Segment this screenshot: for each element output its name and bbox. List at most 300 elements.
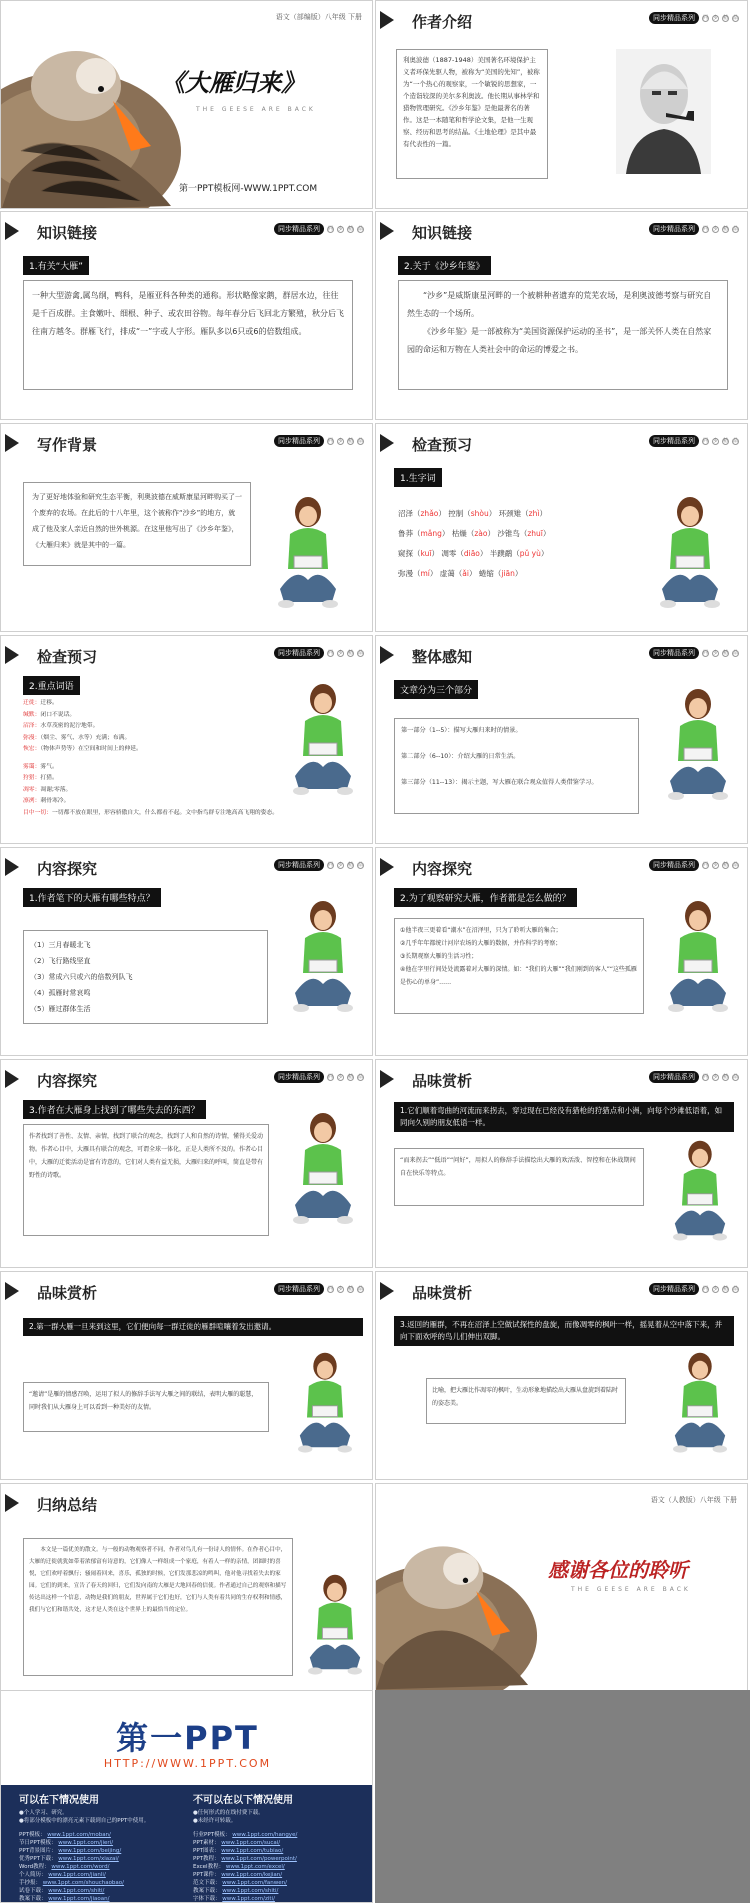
definition: 刺骨寒冷。 [40,798,70,804]
feature-item: （2）飞行路线坚直 [30,957,91,965]
link-label: PPT模板： [19,1832,46,1838]
badge-dot: 步 [338,1285,344,1292]
slide-title: 内容探究 [37,860,98,878]
section-label: 文章分为三个部分 [394,680,478,699]
badge-dot: 品 [733,1285,739,1292]
term: 恢宏： [23,746,41,752]
slide-thanks[interactable] [375,1483,748,1692]
badge-dot: 精 [723,861,729,868]
badge-dot: 同 [328,1073,334,1080]
link-row[interactable] [193,1895,363,1903]
badge-dot: 精 [348,437,354,444]
content-box: “而来拐去”“低语”“问好”，用拟人的修辞手法描绘出大雁的欢活泼、智控和在休战期间自在快乐等特点。 [394,1148,644,1206]
link-row[interactable] [19,1831,189,1839]
definition: 凋谢;零落。 [40,786,72,793]
link[interactable]: www.1ppt.com/hangye/ [232,1832,298,1838]
definition: 水草茂密的泥泞地带。 [40,723,99,729]
definition: 打猎。 [40,775,58,781]
cover-subtitle: THE GEESE ARE BACK [196,106,316,113]
arrow-icon [5,858,19,876]
link-row[interactable] [19,1855,189,1863]
badge-dot: 步 [713,225,719,232]
badge-text: 同步精品系列 [274,859,324,871]
slide-title: 内容探究 [37,1072,98,1090]
term: 雾霭： [23,763,41,770]
series-badge [649,223,739,235]
badge-text: 同步精品系列 [649,1283,699,1295]
link-label: PPT课件： [193,1872,220,1878]
content-box: “邀请”是雁的情感召唤，运用了拟人的修辞手法写大雁之间的联结，表明大雁的聪慧，同时我们从大雁身上可以看到一种美好的友情。 [23,1382,269,1432]
slide-header [1,848,372,888]
thanks-title: 感谢各位的聆听 [548,1558,688,1582]
empty-grid-cell [375,1690,750,1903]
series-badge [274,223,364,235]
badge-dot: 品 [733,14,739,21]
slide-title: 知识链接 [37,224,98,242]
link[interactable]: www.1ppt.com/sucai/ [221,1840,281,1846]
badge-dot: 品 [358,225,364,232]
link-label: 手抄报： [19,1880,42,1886]
badge-dot: 步 [713,1285,719,1292]
badge-dot: 精 [723,225,729,232]
girl-reading-image [668,1350,732,1458]
badge-dot: 精 [723,1285,729,1292]
series-badge [649,647,739,659]
section-label: 1.作者笔下的大雁有哪些特点？ [23,888,161,907]
badge-dot: 品 [358,1285,364,1292]
vocab-pinyin: diāo [463,549,480,558]
link-label: Excel教程： [193,1864,225,1870]
badge-dot: 同 [703,1285,709,1292]
badge-dot: 同 [328,225,334,232]
arrow-icon [380,1282,394,1300]
vocab-pinyin: shòu [470,509,489,518]
term: 凋零： [23,786,41,793]
badge-dot: 步 [338,1073,344,1080]
key-words-list [23,698,323,819]
badge-dot: 同 [703,861,709,868]
arrow-icon [5,222,19,240]
vocab-word: 凋零 [441,549,457,558]
slide-header [1,1060,372,1100]
badge-text: 同步精品系列 [274,435,324,447]
link-label: 个人简历： [19,1872,47,1878]
slide-title: 归纳总结 [37,1496,98,1514]
slide-preview-1[interactable] [375,423,748,632]
link[interactable]: www.1ppt.com/xiazai/ [58,1856,119,1862]
badge-text: 同步精品系列 [274,1283,324,1295]
link[interactable]: www.1ppt.com/moban/ [47,1832,111,1838]
term: 弥漫： [23,734,41,741]
method-item: ④他在字里行间处处流露着对大雁的深情。如：“我们的大雁”“我们刚到的客人”“这些孤雁是伤心的单身”…… [400,966,637,986]
link-row[interactable] [193,1847,363,1855]
series-badge [649,1071,739,1083]
badge-dot: 同 [328,649,334,656]
link[interactable]: www.1ppt.com/fanwen/ [222,1880,288,1886]
link-row[interactable] [193,1855,363,1863]
slide-title: 检查预习 [37,648,98,666]
girl-reading-image [303,1572,367,1680]
slide-title: 检查预习 [412,436,473,454]
badge-dot: 同 [703,225,709,232]
slide-header [376,424,747,464]
slide-header [1,424,372,464]
goose-image [1,31,191,209]
badge-text: 同步精品系列 [649,1071,699,1083]
arrow-icon [380,858,394,876]
badge-dot: 步 [338,649,344,656]
link-row[interactable] [19,1887,189,1895]
badge-dot: 品 [733,225,739,232]
link-row[interactable] [193,1831,363,1839]
badge-dot: 同 [703,1073,709,1080]
content-box: 比喻，把大雁比作凋零的枫叶，生动形象地描绘出大雁从盘旋到着陆时的姿态美。 [426,1378,626,1424]
vocab-word: 枯燥 [451,529,467,538]
badge-dot: 步 [713,437,719,444]
section-label: 1.生字词 [394,468,442,487]
part-item: 第二部分（6--10）：介绍大雁的日常生活。 [401,753,520,760]
badge-dot: 精 [723,14,729,21]
link-label: 优秀PPT下载： [19,1856,57,1862]
forbidden-title: 不可以在以下情况使用 [193,1795,293,1806]
slide-explore-1[interactable] [0,847,373,1056]
feature-item: （5）雁过群体生活 [30,1005,91,1013]
paragraph: “沙乡”是威斯康星河畔的一个被耕种者遗弃的荒芜农场，是利奥波德考察与研究自然生态的一个场所。 [407,291,712,318]
brand-url: HTTP://WWW.1PPT.COM [103,1757,272,1770]
definition: 一切都不放在眼里，形容骄傲自大，什么都看不起。文中指鸟群专注地高高飞翔的姿态。 [52,809,279,816]
forbidden-column [193,1791,363,1903]
link[interactable]: www.1ppt.com/ziti/ [222,1896,275,1902]
badge-text: 同步精品系列 [649,859,699,871]
vocab-pinyin: zhì [528,509,540,518]
slide-header [376,1,747,41]
link-row[interactable] [19,1863,189,1871]
edition-label: 语文（部编版）八年级 下册 [275,13,362,21]
girl-reading-image [291,898,355,1018]
link-label: 字体下载： [193,1896,221,1902]
badge-dot: 同 [328,437,334,444]
girl-reading-image [658,494,722,614]
section-label: 2.第一群大雁一旦来到这里，它们便向每一群迁徙的雁群喧嚷着发出邀请。 [23,1318,363,1336]
arrow-icon [380,434,394,452]
girl-reading-image [291,1110,355,1230]
slide-explore-2[interactable] [375,847,748,1056]
badge-text: 同步精品系列 [274,1071,324,1083]
vocab-word: 控制 [448,509,464,518]
slide-title: 品味赏析 [412,1284,473,1302]
brand-logo: 第一PPT [116,1719,259,1757]
term: 缄默： [23,711,41,718]
link-label: 行业PPT模板： [193,1832,231,1838]
slide-title: 作者介绍 [412,13,473,31]
girl-reading-image [276,494,340,614]
slide-preview-2[interactable] [0,635,373,844]
slide-header [1,1272,372,1312]
term: 狩猎： [23,775,41,781]
method-item: ①他半夜三更着看“潮水”在沼泽里，只为了聆听大雁的集合； [400,927,562,934]
vocab-row: 弥漫（mí） 虚蔼（ǎi） 蜷缩（jiān） [398,569,523,578]
link-label: PPT图表： [193,1848,220,1854]
link-label: PPT背景图片： [19,1848,57,1854]
link-label: 试卷下载： [19,1888,47,1894]
definition: 雾气。 [40,763,58,770]
vocab-table [398,504,550,584]
vocab-pinyin: pǔ yù [519,549,541,558]
arrow-icon [5,1282,19,1300]
vocab-pinyin: mǎng [420,529,442,538]
vocab-word: 虚蔼 [439,569,455,578]
term: 目中一切： [23,809,52,816]
slide-header [1,212,372,252]
slide-cover[interactable] [0,0,373,209]
slide-title: 品味赏析 [37,1284,98,1302]
slide-header [376,848,747,888]
arrow-icon [5,646,19,664]
arrow-icon [5,1070,19,1088]
link-label: Word教程： [19,1864,50,1870]
author-portrait [616,49,711,174]
slide-header [376,1060,747,1100]
key-word-item [23,808,323,820]
series-badge [649,12,739,24]
vocab-word: 环颈雉 [498,509,522,518]
link[interactable]: www.1ppt.com/jiaoan/ [48,1896,110,1902]
slide-title: 品味赏析 [412,1072,473,1090]
series-badge [649,1283,739,1295]
section-label: 2.为了观察研究大雁，作者都是怎么做的？ [394,888,577,907]
badge-dot: 步 [713,14,719,21]
slide-title: 写作背景 [37,436,98,454]
term: 沼泽： [23,723,41,729]
key-word-item [23,721,323,733]
thanks-subtitle: THE GEESE ARE BACK [571,1586,691,1593]
slide-appreciation-3[interactable] [375,1271,748,1480]
cover-title: 《大雁归来》 [161,69,305,97]
section-label: 1.有关“大雁” [23,256,89,275]
badge-dot: 品 [733,861,739,868]
link-label: PPT素材： [193,1840,220,1846]
series-badge [274,435,364,447]
link-row[interactable] [193,1839,363,1847]
slide-summary[interactable] [0,1483,373,1692]
badge-dot: 精 [348,649,354,656]
badge-dot: 精 [348,1073,354,1080]
vocab-pinyin: zhuī [527,529,543,538]
badge-dot: 步 [713,649,719,656]
vocab-word: 鲁莽 [398,529,413,538]
badge-dot: 精 [723,1073,729,1080]
forbidden-links [193,1831,363,1903]
paragraph: 《沙乡年鉴》是一部被称为“美国资源保护运动的圣书”，是一部关怀人类在自然家园的命运和万物在人类社会中的命运的博爱之书。 [407,327,712,354]
girl-reading-image [291,681,355,801]
badge-text: 同步精品系列 [649,12,699,24]
link[interactable]: www.1ppt.com/excel/ [225,1864,285,1870]
link[interactable]: www.1ppt.com/tubiao/ [221,1848,284,1854]
link[interactable]: www.1ppt.com/powerpoint/ [221,1856,297,1862]
vocab-row: 鲁莽（mǎng） 枯燥（zào） 沙锥鸟（zhuī） [398,529,551,538]
allowed-note: ●个人学习、研究。 [19,1810,68,1816]
slide-header [376,212,747,252]
badge-dot: 精 [723,649,729,656]
slide-usage-info[interactable] [0,1690,373,1903]
term: 迁徙： [23,700,41,706]
slide-explore-3[interactable] [0,1059,373,1268]
girl-reading-image [666,686,730,806]
badge-dot: 精 [348,225,354,232]
content-box: 本文是一篇优美的散文。与一般的动物观察者不同，作者对鸟儿有一份诗人的情怀。在作者心目中，大雁的迁徙就犹如带着浓郁富有诗意的，它们像人一样组成一个家庭，有着人一样的亲情，团圆时的喜悦，它们欢呼着飘行；骚闹着回来，喜乐，孤独的时候，它们发那悲凉的鸣叫，他对他寻找着失去的家园。它们的到来，宣告了春天的回归，它们发向南的大雁是大地回春的信使。作者通过自己的观察和描写传达出这样一个信息，动物是我们的朋友，世界属于它们也好，它们与人类有着共同的生存权利和情感，我们与它们和谐共处，这才是人类在这个世界上的最恰当的定位。 [23,1538,293,1676]
vocab-word: 沙锥鸟 [497,529,520,538]
badge-dot: 步 [338,437,344,444]
link[interactable]: www.1ppt.com/jieri/ [58,1840,114,1846]
section-label: 3.作者在大雁身上找到了哪些失去的东西？ [23,1100,206,1119]
vocab-pinyin: ǎi [462,569,469,578]
link-row[interactable] [19,1847,189,1855]
link[interactable]: www.1ppt.com/shiti/ [48,1888,105,1894]
series-badge [274,647,364,659]
vocab-word: 半蹼鹬 [489,549,513,558]
allowed-links [19,1831,189,1903]
link-row[interactable] [193,1879,363,1887]
slide-header [376,636,747,676]
key-word-item [23,744,323,756]
edition-label: 语文（人教版）八年级 下册 [650,1496,737,1504]
slide-author[interactable] [375,0,748,209]
link[interactable]: www.1ppt.com/word/ [51,1864,110,1870]
allowed-column [19,1791,189,1903]
arrow-icon [5,1494,19,1512]
vocab-row: 窥探（kuī） 凋零（diāo） 半蹼鹬（pǔ yù） [398,549,549,558]
key-word-item [23,796,323,808]
badge-dot: 同 [703,14,709,21]
section-label: 3.返回的雁群，不再在沼泽上空做试探性的盘旋，而像凋零的枫叶一样，摇晃着从空中落下来，并向下面欢呼的鸟儿们伸出双脚。 [394,1316,734,1346]
allowed-note: ●将部分模板中的漂亮元素下载到自己的PPT中使用。 [19,1818,150,1824]
link[interactable]: www.1ppt.com/shouchaobao/ [42,1880,125,1886]
key-word-item [23,773,323,785]
badge-dot: 精 [348,861,354,868]
link-row[interactable] [193,1871,363,1879]
part-item: 第三部分（11--13）：揭示主题，写大雁在联合观众值得人类借鉴学习。 [401,779,598,786]
vocab-word: 沼泽 [398,509,413,518]
feature-item: （3）常成六只或六的倍数列队飞 [30,973,133,981]
link[interactable]: www.1ppt.com/kejian/ [221,1872,283,1878]
allowed-title: 可以在下情况使用 [19,1795,99,1806]
series-badge [274,859,364,871]
badge-text: 同步精品系列 [274,223,324,235]
badge-text: 同步精品系列 [274,647,324,659]
link[interactable]: www.1ppt.com/shiti/ [222,1888,279,1894]
arrow-icon [5,434,19,452]
slide-header [376,1272,747,1312]
content-box: 作者找到了善性、友情、亲情，找到了联合的观念，找到了人和自然的诗情，懂得关爱动物。作者心目中，大雁具有联合的观念，可谓全球一体化，正是人类所不及的。作者心目中，大雁的迁徙活动是富有诗意的，它们对人类有益无损，大雁归来的呼叫，简直是带有野性的诗歌。 [23,1124,269,1236]
badge-dot: 品 [358,861,364,868]
slide-background[interactable] [0,423,373,632]
feature-item: （1）三月春暖北飞 [30,941,91,949]
vocab-word: 蜷缩 [478,569,494,578]
badge-dot: 同 [703,437,709,444]
key-word-item [23,698,323,710]
link[interactable]: www.1ppt.com/jianli/ [48,1872,106,1878]
series-badge [274,1071,364,1083]
parts-box [394,718,639,814]
arrow-icon [380,1070,394,1088]
vocab-pinyin: mí [420,569,430,578]
badge-dot: 步 [713,861,719,868]
section-label: 1.它们顺着弯曲的河流而来拐去，穿过现在已经没有猎枪的狩猎点和小洲，向每个沙滩低语着，如同向久别的朋友低语一样。 [394,1102,734,1132]
definition: （物体声势等）在空间和时间上的伸延。 [40,746,142,752]
forbidden-note: ●未经许可转载。 [193,1818,237,1824]
link-label: 节日PPT模板： [19,1840,57,1846]
slide-title: 整体感知 [412,648,473,666]
badge-dot: 同 [328,861,334,868]
content-box [398,280,728,390]
vocab-pinyin: jiān [501,569,515,578]
usage-panel [1,1785,373,1903]
slide-appreciation-1[interactable] [375,1059,748,1268]
link-row[interactable] [19,1895,189,1903]
girl-reading-image [668,1138,732,1246]
slide-knowledge-2[interactable] [375,211,748,420]
link[interactable]: www.1ppt.com/beijing/ [58,1848,122,1854]
badge-dot: 步 [713,1073,719,1080]
section-label: 2.重点词语 [23,676,80,695]
badge-dot: 精 [723,437,729,444]
link-row[interactable] [19,1839,189,1847]
badge-dot: 精 [348,1285,354,1292]
features-box [23,930,268,1024]
forbidden-note: ●任何形式的在线付费下载。 [193,1810,264,1816]
badge-dot: 品 [733,437,739,444]
vocab-word: 窥探 [398,549,413,558]
term: 凛冽： [23,798,41,804]
badge-dot: 同 [328,1285,334,1292]
link-row[interactable] [193,1887,363,1895]
author-text: 利奥波德（1887-1948）美国著名环境保护主义者环保先驱人物，被称为“美国的先知”，被称为“一个热心的观察家，一个敏锐的思想家，一个造诣较深的美尔多利奥波。他长期从事林学和猎物管理研究。《沙乡年鉴》是他最著名的著作。这是一本随笔和哲学论文集，是他一生观察、经历和思考的结晶。《土地伦理》是其中最有代表性的一篇。 [396,49,548,179]
definition: 闭口不说话。 [40,711,76,718]
definition: 迁移。 [40,700,58,706]
key-word-item [23,733,323,745]
content-box: 一种大型游禽,属鸟纲，鸭科，是雁亚科各种类的通称。形状略像家鹅，群居水边，往往是千百成群。主食嫩叶、细根、种子、或农田谷物。每年春分后飞回北方繁殖，秋分后飞往南方越冬。群雁飞行，排成“一”字或人字形。雁队多以6只或6的倍数组成。 [23,280,353,390]
cover-website: 第一PPT模板网-WWW.1PPT.COM [179,184,318,194]
slide-knowledge-1[interactable] [0,211,373,420]
link-label: 教案下载： [19,1896,47,1902]
badge-text: 同步精品系列 [649,435,699,447]
badge-dot: 同 [703,649,709,656]
part-item: 第一部分（1--5）：描写大雁归来时的情景。 [401,727,522,734]
link-row[interactable] [19,1871,189,1879]
content-box: 为了更好地体验和研究生态平衡，利奥波德在威斯康星河畔购买了一个废弃的农场。在此后的十八年里，这个被称作“沙乡”的地方，就成了他及家人亲近自然的世外桃源。在这里他写出了《沙乡年鉴》，《大雁归来》就是其中的一篇。 [23,482,251,566]
link-label: 教案下载： [193,1888,221,1894]
slide-header [1,1484,372,1524]
arrow-icon [380,11,394,29]
slide-overview[interactable] [375,635,748,844]
slide-title: 内容探究 [412,860,473,878]
link-row[interactable] [193,1863,363,1871]
arrow-icon [380,222,394,240]
link-row[interactable] [19,1879,189,1887]
slide-title: 知识链接 [412,224,473,242]
series-badge [274,1283,364,1295]
badge-text: 同步精品系列 [649,223,699,235]
link-label: 范文下载： [193,1880,221,1886]
link-label: PPT教程： [193,1856,220,1862]
section-label: 2.关于《沙乡年鉴》 [398,256,491,275]
definition: （烟尘、雾气、水等）充满；布满。 [40,734,131,741]
key-word-item [23,710,323,722]
vocab-row: 沼泽（zhǎo） 控制（shòu） 环颈雉（zhì） [398,509,547,518]
slide-appreciation-2[interactable] [0,1271,373,1480]
badge-dot: 步 [338,225,344,232]
badge-dot: 品 [358,649,364,656]
